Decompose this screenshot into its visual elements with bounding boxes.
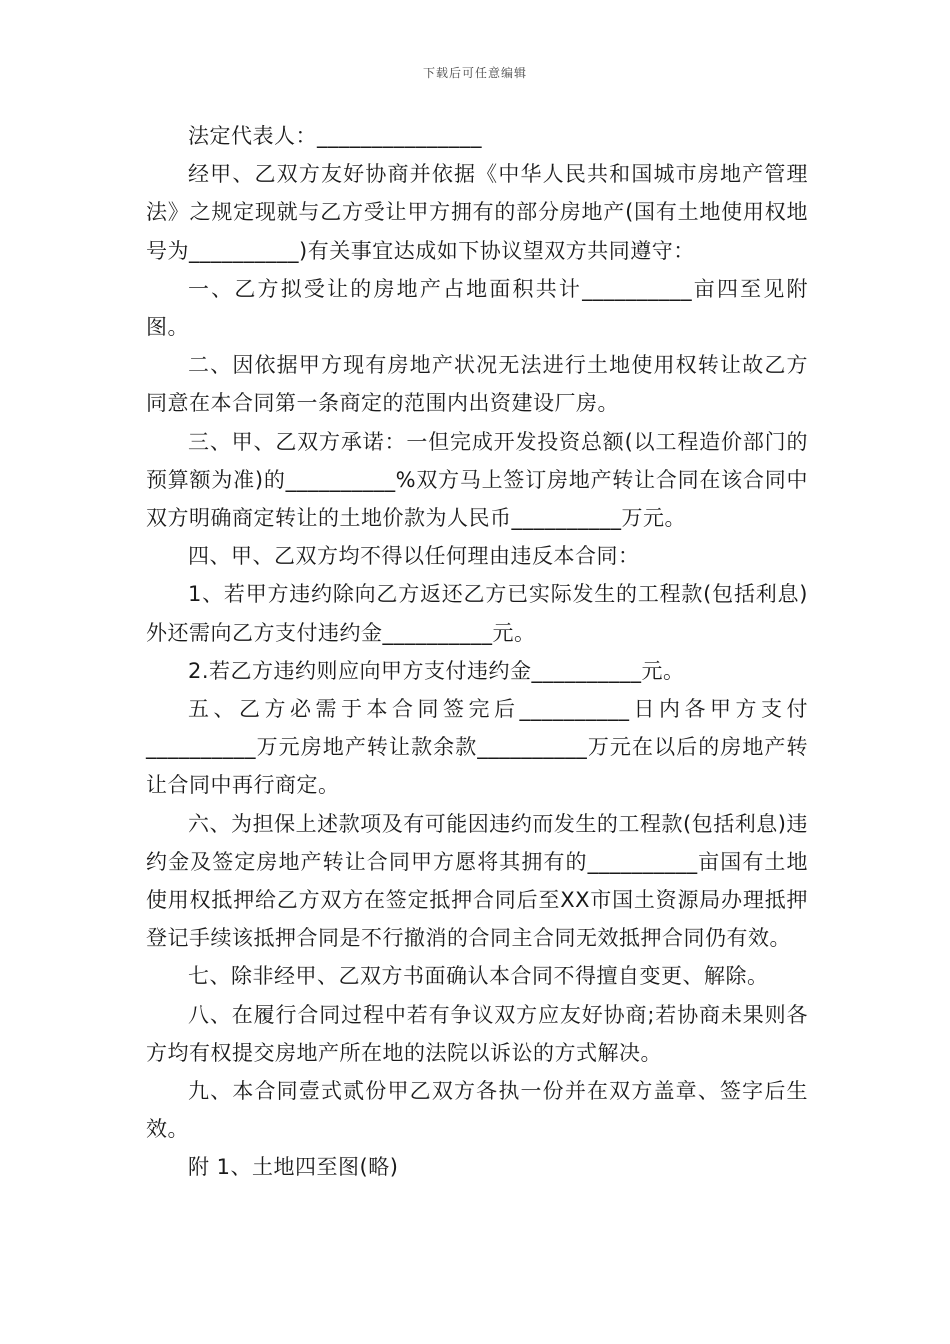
- clause-6: 六、为担保上述款项及有可能因违约而发生的工程款(包括利息)违约金及签定房地产转让合同甲方愿将其拥有的__________亩国有土地使用权抵押给乙方双方在签定抵押合同后至XX市国土资源局办理抵押登记手续该抵押合同是不行撤消的合同主合同无效抵押合同仍有效。: [146, 811, 808, 951]
- clause-7: 七、除非经甲、乙双方书面确认本合同不得擅自变更、解除。: [188, 964, 769, 989]
- clause-8: 八、在履行合同过程中若有争议双方应友好协商;若协商未果则各方均有权提交房地产所在地的法院以诉讼的方式解决。: [146, 1002, 808, 1065]
- clause-4-item-2: 2.若乙方违约则应向甲方支付违约金__________元。: [188, 658, 685, 683]
- legal-representative-line: 法定代表人：_______________: [188, 124, 482, 148]
- header-note: 下载后可任意编辑: [422, 66, 527, 80]
- clause-1: 一、乙方拟受让的房地产占地面积共计__________亩四至见附图。: [146, 276, 808, 340]
- preamble-paragraph: 经甲、乙双方友好协商并依据《中华人民共和国城市房地产管理法》之规定现就与乙方受让甲方拥有的部分房地产(国有土地使用权地号为__________)有关事宜达成如下协议望双方共同遵守：: [146, 162, 808, 263]
- clause-2: 二、因依据甲方现有房地产状况无法进行土地使用权转让故乙方同意在本合同第一条商定的范围内出资建设厂房。: [146, 353, 808, 416]
- clause-9: 九、本合同壹式贰份甲乙双方各执一份并在双方盖章、签字后生效。: [146, 1079, 808, 1142]
- clause-4-item-1: 1、若甲方违约除向乙方返还乙方已实际发生的工程款(包括利息)外还需向乙方支付违约金__________元。: [146, 582, 808, 645]
- contract-body: [146, 117, 808, 1187]
- clause-3: 三、甲、乙双方承诺：一但完成开发投资总额(以工程造价部门的预算额为准)的__________%双方马上签订房地产转让合同在该合同中双方明确商定转让的土地价款为人民币__________万元。: [146, 429, 808, 531]
- clause-5: 五、乙方必需于本合同签完后__________日内各甲方支付__________万元房地产转让款余款__________万元在以后的房地产转让合同中再行商定。: [146, 697, 808, 798]
- clause-4: 四、甲、乙双方均不得以任何理由违反本合同：: [188, 544, 640, 569]
- attachment-note: 附 1、土地四至图(略): [188, 1155, 399, 1180]
